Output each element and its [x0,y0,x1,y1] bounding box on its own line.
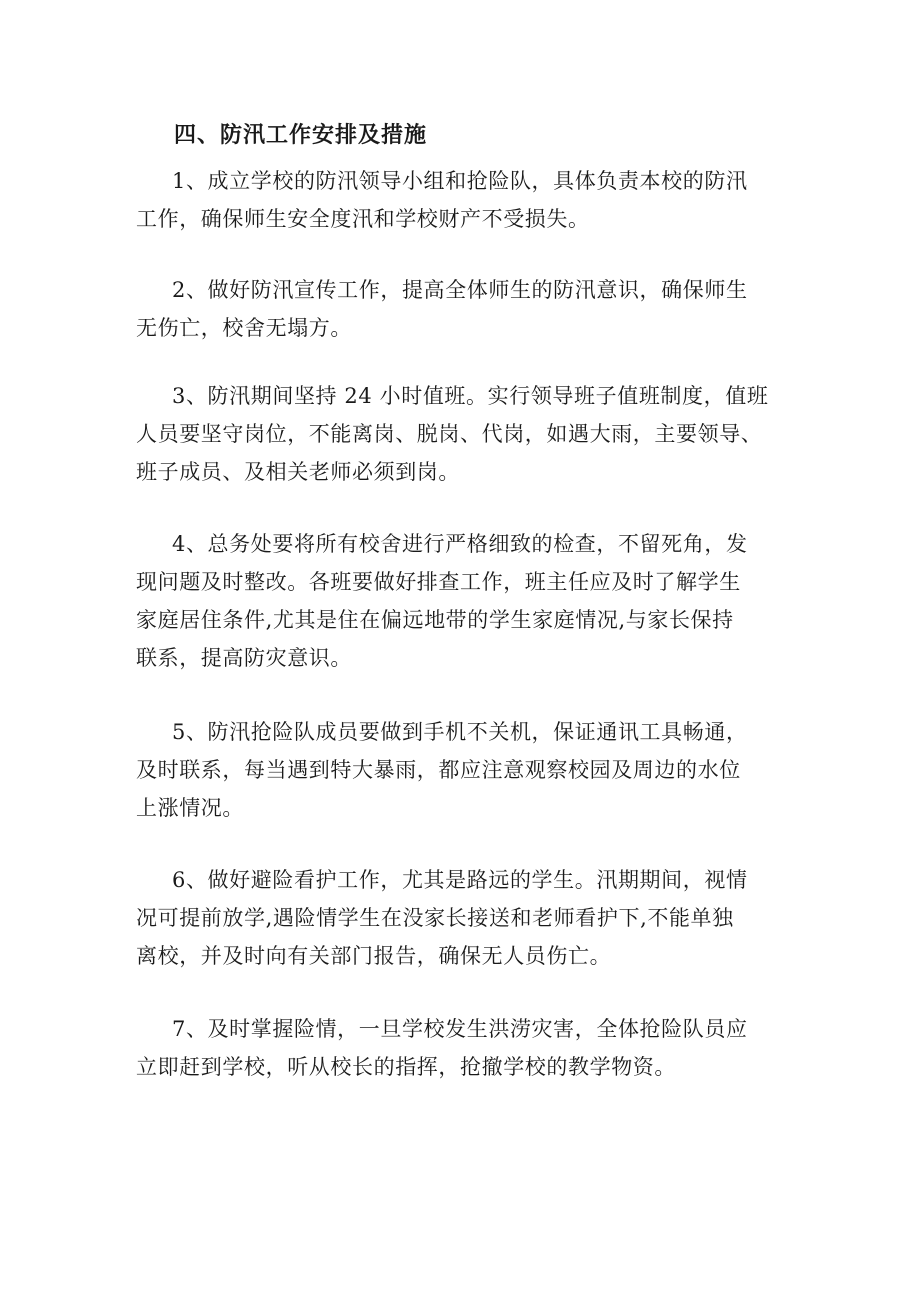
paragraph-line: 家庭居住条件,尤其是住在偏远地带的学生家庭情况,与家长保持 [136,608,734,632]
paragraph-line: 上涨情况。 [136,796,244,820]
paragraph-5 [136,713,796,827]
paragraph-line: 工作，确保师生安全度汛和学校财产不受损失。 [136,207,590,231]
paragraph-line: 联系，提高防灾意识。 [136,646,352,670]
paragraph-line: 2、做好防汛宣传工作，提高全体师生的防汛意识，确保师生 [172,278,748,302]
paragraph-line: 4、总务处要将所有校舍进行严格细致的检查，不留死角，发 [172,532,748,556]
paragraph-line: 1、成立学校的防汛领导小组和抢险队，具体负责本校的防汛 [172,169,748,193]
paragraph-3 [136,377,796,491]
paragraph-6 [136,861,796,975]
section-heading: 四、防汛工作安排及措施 [174,123,428,148]
paragraph-line: 人员要坚守岗位，不能离岗、脱岗、代岗，如遇大雨，主要领导、 [136,422,763,446]
paragraph-7 [136,1010,796,1086]
paragraph-line: 班子成员、及相关老师必须到岗。 [136,460,460,484]
paragraph-line: 无伤亡，校舍无塌方。 [136,316,352,340]
paragraph-line: 3、防汛期间坚持 24 小时值班。实行领导班子值班制度，值班 [172,384,769,408]
paragraph-line: 6、做好避险看护工作，尤其是路远的学生。汛期期间，视情 [172,868,748,892]
paragraph-line: 立即赶到学校，听从校长的指挥，抢撤学校的教学物资。 [136,1055,676,1079]
paragraph-2 [136,271,796,347]
paragraph-line: 现问题及时整改。各班要做好排查工作，班主任应及时了解学生 [136,570,741,594]
paragraph-line: 及时联系，每当遇到特大暴雨，都应注意观察校园及周边的水位 [136,758,741,782]
paragraph-line: 7、及时掌握险情，一旦学校发生洪涝灾害，全体抢险队员应 [172,1017,748,1041]
paragraph-1 [136,162,796,238]
paragraph-line: 况可提前放学,遇险情学生在没家长接送和老师看护下,不能单独 [136,906,734,930]
paragraph-4 [136,525,796,677]
paragraph-line: 5、防汛抢险队成员要做到手机不关机，保证通讯工具畅通， [172,720,748,744]
paragraph-line: 离校，并及时向有关部门报告，确保无人员伤亡。 [136,944,612,968]
